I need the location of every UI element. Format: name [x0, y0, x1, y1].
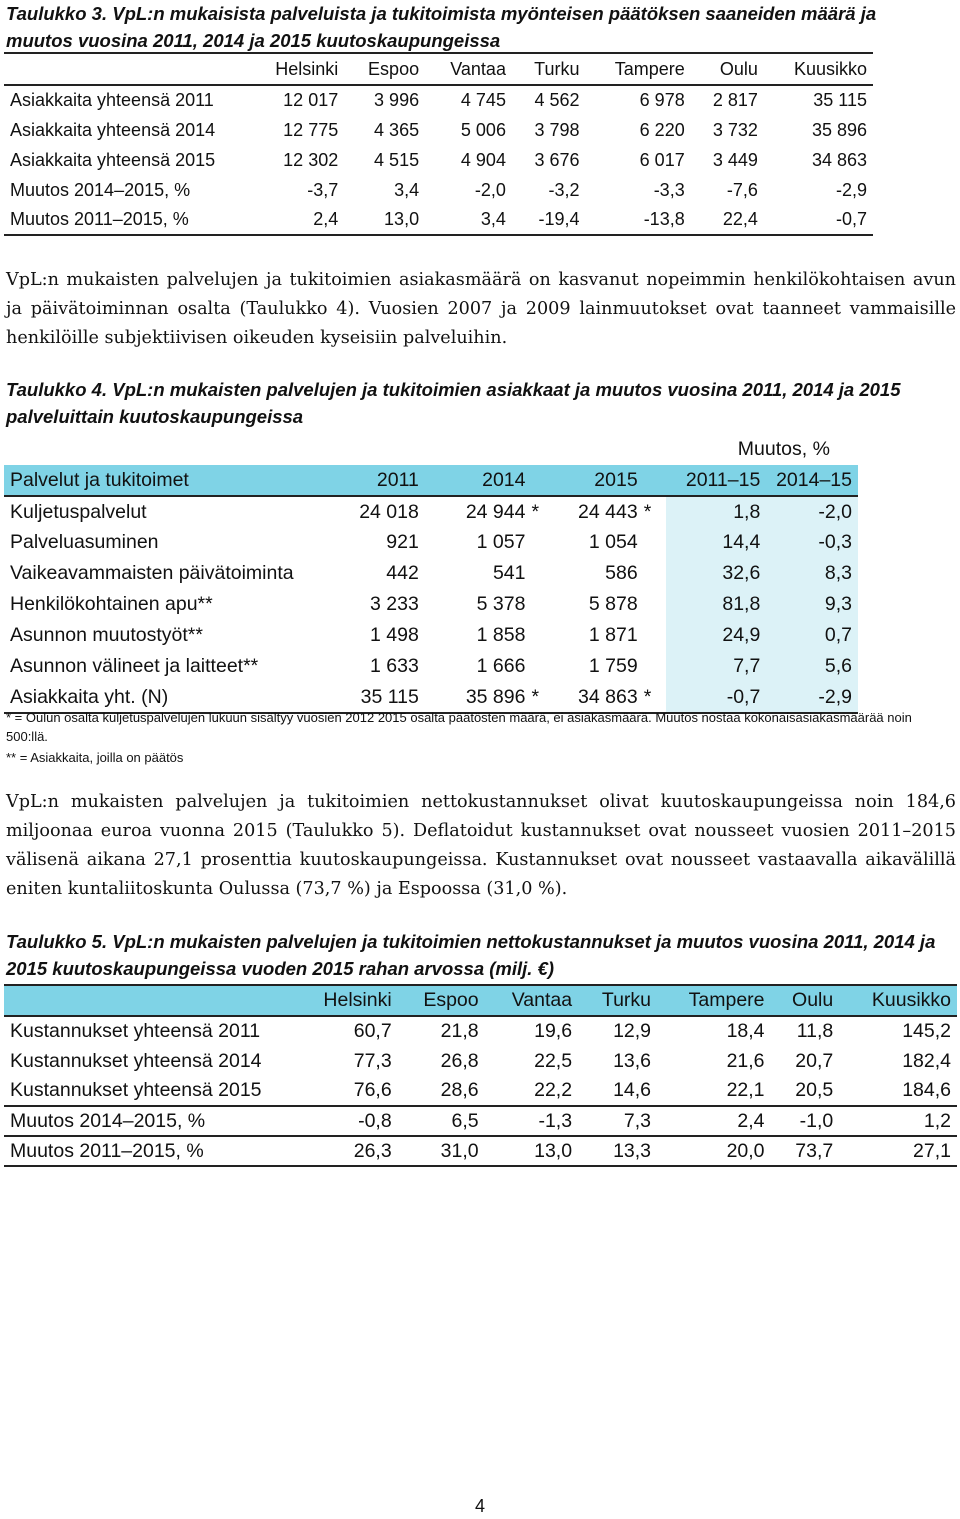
cell-value: 24 944	[465, 500, 526, 523]
table-row	[4, 1076, 957, 1106]
table-row	[4, 205, 873, 235]
cell-value: 1 054	[588, 531, 638, 553]
table-row	[4, 527, 858, 558]
table5-col-header: Helsinki	[323, 989, 392, 1011]
cell: 3 732	[712, 119, 758, 140]
table5-col-header: Tampere	[688, 989, 765, 1011]
cell: 0,7	[766, 620, 858, 651]
table4-muutos-row	[4, 434, 858, 465]
cell	[553, 651, 665, 682]
row-label: Muutos 2014–2015, %	[10, 179, 191, 200]
table4	[4, 434, 858, 714]
cell: -19,4	[538, 209, 580, 229]
table-row	[4, 558, 858, 589]
page-number: 4	[474, 1496, 485, 1516]
cell: 22,4	[722, 209, 758, 229]
cell: 3,4	[480, 209, 506, 229]
cell-value: 5 378	[476, 593, 526, 615]
cell: 184,6	[902, 1079, 951, 1101]
table-row	[4, 1136, 957, 1166]
table5	[4, 984, 957, 1167]
cell: 1 498	[370, 624, 419, 646]
row-label: Asunnon muutostyöt**	[10, 624, 203, 646]
cell: 8,3	[766, 558, 858, 589]
cell: 5,6	[766, 651, 858, 682]
cell-value: 34 863	[578, 685, 638, 708]
table4-col-header	[331, 465, 425, 496]
cell: 9,3	[766, 589, 858, 620]
cell: 6,5	[398, 1106, 485, 1136]
cell: -1,0	[771, 1106, 840, 1136]
cell	[553, 527, 665, 558]
cell: 76,6	[353, 1079, 392, 1101]
cell: 27,1	[839, 1136, 957, 1166]
table4-col-header: 2011–15	[685, 468, 761, 491]
cell: 24 018	[359, 500, 419, 523]
cell	[553, 558, 665, 589]
cell-value: 1 666	[476, 655, 526, 677]
table-row	[4, 496, 858, 527]
table3-col-header: Kuusikko	[793, 58, 867, 79]
table4-caption: Taulukko 4. VpL:n mukaisten palvelujen ja tukitoimien asiakkaat ja muutos vuosina 2011, 2014 ja 2015 palveluittain kuutoskaupungeissa	[6, 379, 901, 427]
body-paragraph-1: VpL:n mukaisten palvelujen ja tukitoimien asiakasmäärä on kasvanut nopeimmin henkilökohtaisen avun ja päivätoiminnan osalta (Taulukko 4). Vuosien 2007 ja 2009 lainmuutokset ovat taanneet vammaisille henkilöille subjektiivisen oikeuden kyseisiin palveluihin.	[6, 270, 956, 348]
cell: 31,0	[398, 1136, 485, 1166]
cell: 6 978	[639, 90, 685, 110]
cell: 2,4	[657, 1106, 771, 1136]
cell: -2,0	[766, 496, 858, 527]
row-label: Kustannukset yhteensä 2011	[10, 1020, 261, 1042]
table5-col-header: Kuusikko	[871, 989, 951, 1011]
asterisk-mark: *	[643, 685, 652, 708]
cell: 34 863	[811, 149, 867, 170]
cell: -2,9	[766, 682, 858, 713]
table4-col-header	[425, 465, 554, 496]
cell: 6 017	[639, 149, 685, 170]
cell-value: 1 759	[588, 655, 638, 677]
cell: 13,6	[613, 1049, 652, 1072]
cell: 1,8	[666, 496, 767, 527]
cell-value: 586	[605, 562, 638, 584]
cell: 145,2	[902, 1020, 951, 1042]
cell: 4 904	[460, 149, 506, 170]
cell: 2,4	[313, 209, 339, 229]
table-row	[4, 115, 873, 145]
table4-footnote-1: * = Oulun osalta kuljetuspalvelujen lukuun sisältyy vuosien 2012 2015 osalta päätösten määrä, ei asiakasmäärä. Muutos nostaa kokonaisasiakasmäärää noin 500:llä.	[6, 710, 912, 744]
cell: 5 006	[460, 119, 506, 140]
table5-col-header: Espoo	[423, 989, 479, 1011]
cell: 182,4	[902, 1049, 951, 1072]
row-label: Asiakkaita yhteensä 2015	[10, 149, 216, 170]
row-label: Asiakkaita yhteensä 2011	[10, 90, 214, 110]
cell: 24,9	[666, 620, 767, 651]
cell: 1 633	[370, 655, 419, 677]
cell: -2,0	[474, 179, 506, 200]
cell: 35 896	[811, 119, 867, 140]
cell: 12 017	[283, 90, 339, 110]
table-row	[4, 1016, 957, 1046]
row-label: Kuljetuspalvelut	[10, 500, 147, 523]
table4-col-header: 2014–15	[776, 468, 852, 491]
cell: 2 817	[712, 90, 758, 110]
table3-caption: Taulukko 3. VpL:n mukaisista palveluista ja tukitoimista myönteisen päätöksen saaneiden määrä ja muutos vuosina 2011, 2014 ja 2015 kuutoskaupungeissa	[6, 3, 877, 51]
cell: 1,2	[839, 1106, 957, 1136]
cell: -7,6	[726, 179, 758, 200]
table3-col-header: Vantaa	[450, 58, 506, 79]
table-row	[4, 1046, 957, 1076]
header-text: 2014	[482, 468, 526, 491]
body-paragraph-2: VpL:n mukaisten palvelujen ja tukitoimien nettokustannukset olivat kuutoskaupungeissa noin 184,6 miljoonaa euroa vuonna 2015 (Taulukko 5). Deflatoidut kustannukset ovat nousseet vuosien 2011–2015 välisenä aikana 27,1 prosenttia kuutoskaupungeissa. Kustannukset ovat nousseet vastaavalla aikavälillä eniten kuntaliitoskunta Oulussa (73,7 %) ja Espoossa (31,0 %).	[6, 792, 956, 899]
cell: 3 676	[534, 149, 580, 170]
row-label: Vaikeavammaisten päivätoiminta	[10, 562, 294, 584]
table3	[4, 52, 873, 236]
cell	[425, 558, 554, 589]
table-row	[4, 85, 873, 115]
cell: 442	[386, 562, 419, 584]
cell: -1,3	[485, 1106, 578, 1136]
table5-header-row	[4, 985, 957, 1016]
row-label: Muutos 2011–2015, %	[4, 1136, 294, 1166]
table5-col-header: Vantaa	[511, 989, 573, 1011]
table5-col-header: Turku	[601, 989, 652, 1011]
cell: 18,4	[726, 1020, 765, 1042]
cell: -0,7	[666, 682, 767, 713]
table4-col-header: Palvelut ja tukitoimet	[10, 468, 189, 491]
table5-col-header: Oulu	[792, 989, 834, 1011]
cell: 4 745	[460, 90, 506, 110]
cell-value: 1 858	[476, 624, 526, 646]
cell	[425, 527, 554, 558]
cell: 20,5	[795, 1079, 834, 1101]
cell: 4 562	[534, 90, 580, 110]
cell: 14,6	[613, 1079, 652, 1101]
cell: 20,7	[795, 1049, 834, 1072]
cell: 60,7	[353, 1020, 392, 1042]
table5-header-empty	[4, 985, 294, 1016]
asterisk-mark: *	[531, 685, 540, 708]
cell: 7,3	[578, 1106, 657, 1136]
row-label: Asiakkaita yht. (N)	[10, 685, 169, 708]
cell: 13,0	[384, 209, 420, 229]
cell: 26,8	[440, 1049, 479, 1072]
cell: 7,7	[666, 651, 767, 682]
cell: 13,0	[485, 1136, 578, 1166]
cell: 3 996	[374, 90, 420, 110]
table-row	[4, 175, 873, 205]
cell: 35 115	[360, 685, 419, 708]
cell: -3,3	[653, 179, 685, 200]
cell: 3,4	[394, 179, 420, 200]
cell: 32,6	[666, 558, 767, 589]
table4-muutos-header: Muutos, %	[737, 438, 830, 460]
table-row	[4, 1106, 957, 1136]
cell: -2,9	[835, 179, 867, 200]
row-label: Henkilökohtainen apu**	[10, 593, 213, 615]
cell	[425, 496, 554, 527]
table3-col-header: Oulu	[719, 58, 758, 79]
cell: 11,8	[796, 1020, 834, 1042]
cell	[425, 651, 554, 682]
table-row	[4, 651, 858, 682]
cell: 12,9	[613, 1020, 652, 1042]
table4-footnote-2: ** = Asiakkaita, joilla on päätös	[6, 750, 184, 765]
row-label: Kustannukset yhteensä 2014	[10, 1049, 262, 1072]
table3-col-header: Helsinki	[275, 58, 339, 79]
cell: 13,3	[578, 1136, 657, 1166]
cell: 22,1	[726, 1079, 765, 1101]
cell-value: 35 896	[465, 685, 526, 708]
cell: -0,8	[294, 1106, 398, 1136]
row-label: Kustannukset yhteensä 2015	[10, 1079, 262, 1101]
table3-header-empty	[4, 53, 248, 85]
cell: 14,4	[666, 527, 767, 558]
table4-header-row	[4, 465, 858, 496]
cell: 26,3	[294, 1136, 398, 1166]
cell: 21,6	[726, 1049, 765, 1072]
table3-header-row	[4, 53, 873, 85]
cell	[553, 589, 665, 620]
table3-col-header: Turku	[534, 58, 580, 79]
cell: 3 233	[370, 593, 419, 615]
cell: 3 449	[712, 149, 758, 170]
cell: 3 798	[534, 119, 580, 140]
row-label: Palveluasuminen	[10, 531, 159, 553]
cell	[425, 620, 554, 651]
cell: 4 365	[374, 119, 420, 140]
cell: 28,6	[440, 1079, 479, 1101]
asterisk-mark: *	[643, 500, 652, 523]
cell: 921	[386, 531, 419, 553]
header-text: 2015	[594, 468, 638, 491]
cell: 81,8	[666, 589, 767, 620]
cell-value: 1 057	[476, 531, 526, 553]
cell: 22,5	[534, 1049, 573, 1072]
cell-value: 24 443	[578, 500, 638, 523]
cell: 21,8	[440, 1020, 479, 1042]
cell-value: 5 878	[588, 593, 638, 615]
cell: 12 775	[283, 119, 339, 140]
table5-caption: Taulukko 5. VpL:n mukaisten palvelujen ja tukitoimien nettokustannukset ja muutos vuosina 2011, 2014 ja 2015 kuutoskaupungeissa vuoden 2015 rahan arvossa (milj. €)	[6, 931, 936, 979]
row-label: Asunnon välineet ja laitteet**	[10, 655, 259, 677]
header-text: 2011	[376, 468, 419, 491]
row-label: Muutos 2011–2015, %	[10, 209, 189, 229]
cell: 19,6	[534, 1020, 573, 1042]
table3-col-header: Espoo	[368, 58, 420, 79]
cell: -13,8	[643, 209, 685, 229]
cell	[553, 496, 665, 527]
table-row	[4, 620, 858, 651]
cell: 22,2	[534, 1079, 573, 1101]
cell: 6 220	[639, 119, 685, 140]
cell	[425, 589, 554, 620]
cell: 77,3	[353, 1049, 392, 1072]
row-label: Muutos 2014–2015, %	[4, 1106, 294, 1136]
cell: -0,3	[766, 527, 858, 558]
table-row	[4, 145, 873, 175]
table-row	[4, 589, 858, 620]
cell: 12 302	[283, 149, 339, 170]
cell: -3,7	[307, 179, 339, 200]
row-label: Asiakkaita yhteensä 2014	[10, 119, 216, 140]
cell-value: 1 871	[588, 624, 638, 646]
asterisk-mark: *	[531, 500, 540, 523]
cell: 35 115	[813, 90, 867, 110]
cell	[553, 620, 665, 651]
cell-value: 541	[492, 562, 526, 584]
table4-col-header	[553, 465, 665, 496]
cell: -3,2	[548, 179, 580, 200]
table3-col-header: Tampere	[614, 58, 685, 79]
cell: -0,7	[835, 209, 867, 229]
cell: 20,0	[657, 1136, 771, 1166]
cell: 73,7	[771, 1136, 840, 1166]
cell: 4 515	[374, 149, 420, 170]
